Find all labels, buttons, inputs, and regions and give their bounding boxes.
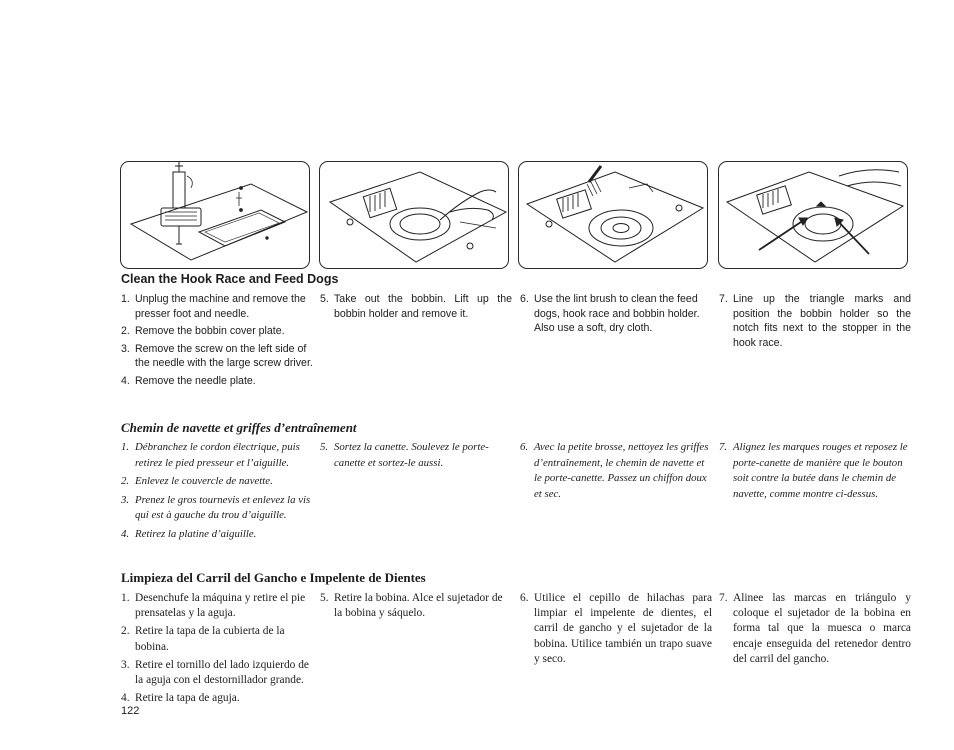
step-number: 5. xyxy=(320,293,329,305)
page-number: 122 xyxy=(121,705,140,717)
english-column-4 xyxy=(719,292,911,353)
spanish-column-3 xyxy=(520,591,712,670)
step-number: 2. xyxy=(121,625,130,638)
step-text: Line up the triangle marks and position the bobbin holder so the notch fits next to the stopper in the hook race. xyxy=(733,293,911,349)
step-number: 1. xyxy=(121,441,130,453)
step-5 xyxy=(320,292,512,321)
triangle-marks-illustration xyxy=(719,162,907,268)
step-2 xyxy=(121,624,313,654)
bobbin-holder-illustration xyxy=(320,162,508,268)
presser-foot-illustration xyxy=(121,162,309,268)
figure-lint-brush-cleaning xyxy=(518,161,708,269)
figure-remove-bobbin-holder xyxy=(319,161,509,269)
step-text: Retire la tapa de la cubierta de la bobina. xyxy=(135,625,285,653)
step-text: Remove the screw on the left side of the needle with the large screw driver. xyxy=(135,342,313,369)
step-7 xyxy=(719,440,911,502)
step-6 xyxy=(520,591,712,667)
step-number: 7. xyxy=(719,592,728,604)
step-number: 7. xyxy=(719,293,728,305)
step-text: Remove the bobbin cover plate. xyxy=(135,325,285,337)
step-number: 5. xyxy=(320,592,329,604)
step-number: 5. xyxy=(320,441,329,453)
section-heading-english: Clean the Hook Race and Feed Dogs xyxy=(121,272,339,286)
spanish-column-1 xyxy=(121,591,313,709)
step-text: Use the lint brush to clean the feed dogs, hook race and bobbin holder. Also use a soft, dry cloth. xyxy=(534,293,700,334)
step-number: 3. xyxy=(121,658,130,671)
english-column-2 xyxy=(320,292,512,324)
step-text: Retirez la platine d’aiguille. xyxy=(135,527,257,540)
figure-triangle-marks xyxy=(718,161,908,269)
step-number: 3. xyxy=(121,342,130,355)
step-number: 4. xyxy=(121,692,130,705)
step-text: Retire el tornillo del lado izquierdo de la aguja con el destornillador grande. xyxy=(135,658,309,687)
step-text: Débranchez le cordon électrique, puis retirez le pied presseur et l’aiguille. xyxy=(135,441,300,469)
step-text: Desenchufe la máquina y retire el pie prensatelas y la aguja. xyxy=(135,592,306,620)
french-column-1 xyxy=(121,440,313,545)
step-number: 4. xyxy=(121,374,130,387)
step-3 xyxy=(121,342,313,371)
section-heading-french: Chemin de navette et griffes d’entraînement xyxy=(121,420,357,435)
french-column-2 xyxy=(320,440,512,474)
step-text: Take out the bobbin. Lift up the bobbin holder and remove it. xyxy=(334,293,512,320)
step-3 xyxy=(121,658,313,688)
step-text: Utilice el cepillo de hilachas para limpiar el impelente de dientes, el carril de gancho y el sujetador de la bobina. Utilice también un trapo suave y seco. xyxy=(534,592,712,665)
step-text: Prenez le gros tournevis et enlevez la vis qui est à gauche du trou d’aiguille. xyxy=(135,493,311,521)
english-column-1 xyxy=(121,292,313,391)
step-number: 7. xyxy=(719,441,728,453)
step-text: Retire la tapa de aguja. xyxy=(135,692,240,705)
lint-brush-illustration xyxy=(519,162,707,268)
step-2 xyxy=(121,324,313,339)
spanish-column-2 xyxy=(320,591,512,624)
step-3 xyxy=(121,493,313,524)
step-number: 6. xyxy=(520,592,529,604)
step-text: Remove the needle plate. xyxy=(135,374,256,387)
step-4 xyxy=(121,374,313,389)
step-number: 2. xyxy=(121,325,130,337)
step-text: Sortez la canette. Soulevez le porte-canette et sortez-le aussi. xyxy=(334,441,489,469)
step-number: 1. xyxy=(121,592,130,604)
step-number: 2. xyxy=(121,475,130,487)
step-number: 6. xyxy=(520,293,529,305)
spanish-column-4 xyxy=(719,591,911,670)
step-text: Retire la bobina. Alce el sujetador de la bobina y sáquelo. xyxy=(334,592,503,620)
step-7 xyxy=(719,292,911,350)
step-text: Enlevez le couvercle de navette. xyxy=(135,475,273,487)
step-4 xyxy=(121,527,313,543)
section-heading-spanish: Limpieza del Carril del Gancho e Impelente de Dientes xyxy=(121,570,426,585)
step-1 xyxy=(121,591,313,621)
step-2 xyxy=(121,474,313,490)
figure-remove-presser-foot xyxy=(120,161,310,269)
step-number: 3. xyxy=(121,493,130,506)
step-number: 6. xyxy=(520,441,529,453)
step-1 xyxy=(121,440,313,471)
step-6 xyxy=(520,440,712,502)
step-1 xyxy=(121,292,313,321)
step-5 xyxy=(320,591,512,621)
step-number: 4. xyxy=(121,527,130,540)
step-4 xyxy=(121,691,313,706)
step-text: Unplug the machine and remove the presser foot and needle. xyxy=(135,293,306,320)
french-column-3 xyxy=(520,440,712,505)
step-7 xyxy=(719,591,911,667)
step-number: 1. xyxy=(121,293,130,305)
english-column-3 xyxy=(520,292,712,339)
step-text: Avec la petite brosse, nettoyez les griffes d’entraînement, le chemin de navette et le porte-canette. Passez un chiffon doux et sec. xyxy=(534,441,709,500)
french-column-4 xyxy=(719,440,911,505)
step-6 xyxy=(520,292,712,336)
step-5 xyxy=(320,440,512,471)
step-text: Alinee las marcas en triángulo y coloque el sujetador de la bobina en forma tal que la muesca o marca encaje enseguida del retenedor dentro del carril del gancho. xyxy=(733,592,911,665)
step-text: Alignez les marques rouges et reposez le porte-canette de manière que le bouton soit contre la butée dans le chemin de navette, comme montre ci-dessus. xyxy=(733,441,908,500)
